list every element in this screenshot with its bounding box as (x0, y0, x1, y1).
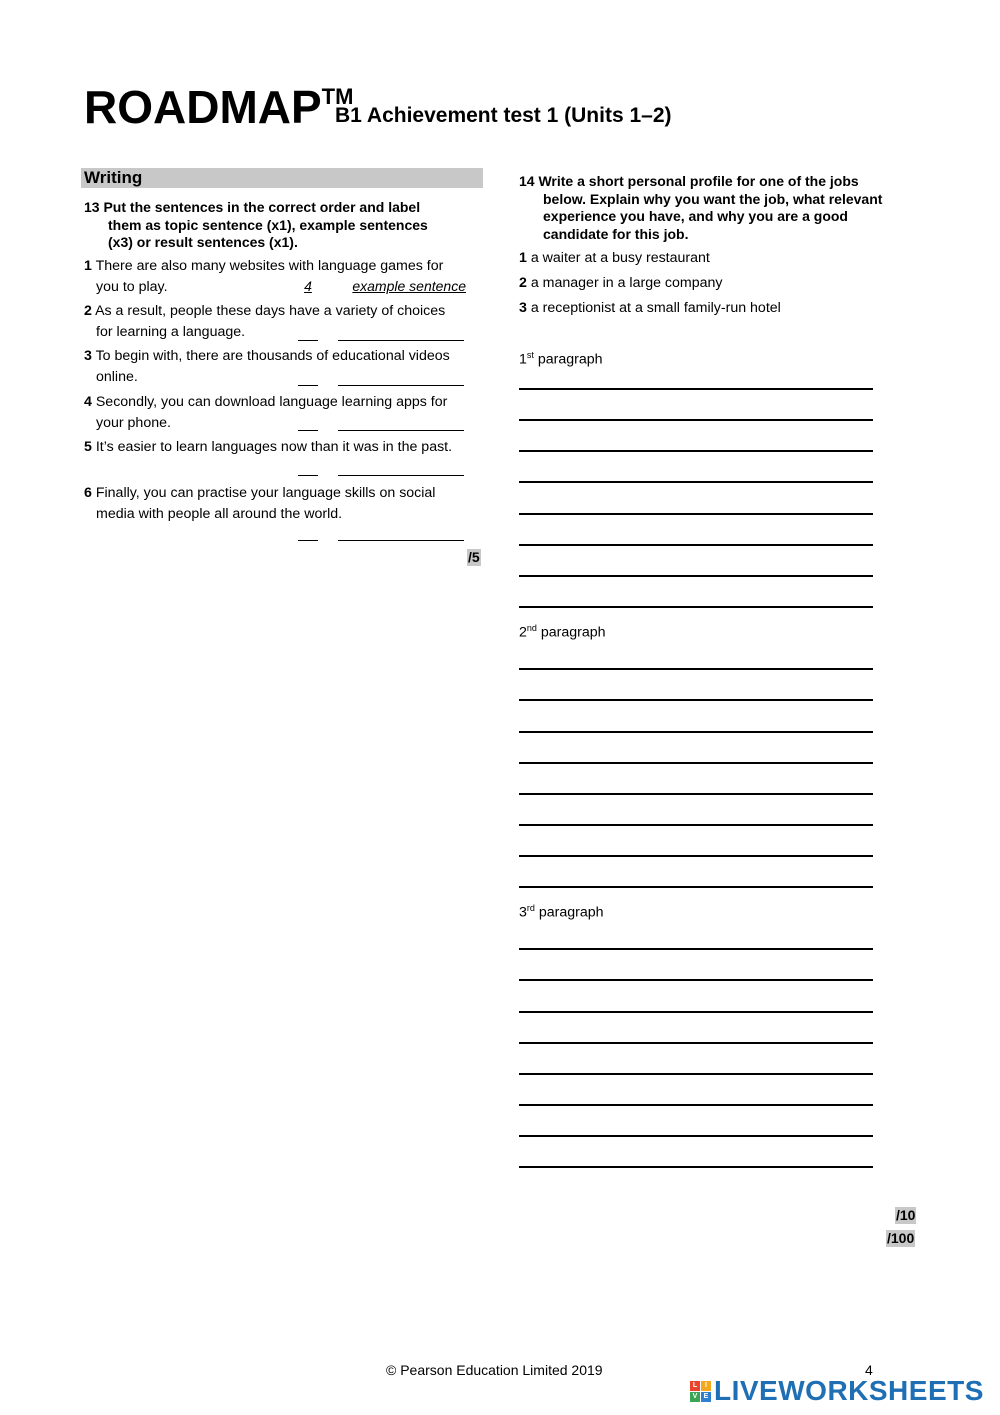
answer-number-field-1[interactable]: 4 (304, 278, 312, 294)
liveworksheets-watermark (690, 1376, 984, 1406)
item-text-line1: There are also many websites with language games for (95, 258, 444, 274)
writing-line[interactable] (519, 793, 873, 795)
q13-item-3 (84, 346, 484, 388)
liveworksheets-wordmark: LIVEWORKSHEETS (714, 1375, 984, 1406)
q13-instruction (84, 199, 484, 252)
paragraph-ordinal: 3 (519, 904, 527, 921)
q14-instruction-line1: Write a short personal profile for one of the jobs (538, 173, 859, 189)
logo-block-v: V (690, 1392, 700, 1402)
brand-logo (84, 81, 354, 133)
item-text-line2: media with people all around the world. (96, 506, 343, 522)
item-text-line1: Finally, you can practise your language skills on social (95, 485, 436, 501)
writing-line[interactable] (519, 699, 873, 701)
answer-label-field-3[interactable] (338, 385, 464, 386)
q14-instruction-line4: candidate for this job. (543, 225, 689, 242)
option-text: a waiter at a busy restaurant (530, 250, 710, 266)
paragraph-ordinal-suffix: nd (526, 623, 537, 633)
item-number: 2 (84, 303, 92, 319)
logo-block-e: E (701, 1392, 711, 1402)
q13-item-4 (84, 392, 484, 434)
answer-label-field-1[interactable]: example sentence (352, 278, 466, 294)
q13-instruction-line1: Put the sentences in the correct order and label (103, 199, 421, 215)
paragraph-ordinal-suffix: st (526, 350, 534, 360)
writing-line[interactable] (519, 419, 873, 421)
q13-instruction-line2: them as topic sentence (x1), example sentences (108, 216, 428, 233)
paragraph-ordinal-suffix: rd (526, 903, 535, 913)
writing-line[interactable] (519, 388, 873, 390)
q14-number: 14 (519, 173, 535, 189)
writing-line[interactable] (519, 544, 873, 546)
paragraph-word: paragraph (537, 351, 603, 368)
writing-line[interactable] (519, 979, 873, 981)
item-text-line2: your phone. (96, 415, 171, 431)
item-number: 5 (84, 439, 92, 455)
brand-name: ROADMAP (84, 81, 322, 133)
item-number: 3 (84, 348, 92, 364)
copyright: © Pearson Education Limited 2019 (386, 1362, 603, 1378)
total-score: /100 (887, 1230, 915, 1246)
answer-number-field-3[interactable] (298, 385, 318, 386)
writing-line[interactable] (519, 481, 873, 483)
item-text-line1: It’s easier to learn languages now than it was in the past. (95, 439, 453, 455)
writing-line[interactable] (519, 606, 873, 608)
writing-line[interactable] (519, 668, 873, 670)
option-number: 1 (519, 250, 527, 266)
answer-label-field-6[interactable] (338, 540, 464, 541)
q14-option-2 (519, 273, 723, 294)
q13-item-2 (84, 301, 484, 343)
item-text-line2: online. (96, 369, 138, 385)
answer-number-field-5[interactable] (298, 475, 318, 476)
answer-label-field-2[interactable] (338, 340, 464, 341)
item-number: 6 (84, 485, 92, 501)
writing-line[interactable] (519, 762, 873, 764)
answer-number-field-2[interactable] (298, 340, 318, 341)
item-text-line1: Secondly, you can download language learning apps for (95, 394, 448, 410)
paragraph-word: paragraph (538, 904, 604, 921)
writing-line[interactable] (519, 1104, 873, 1106)
q14-score: /10 (896, 1207, 916, 1223)
paragraph-word: paragraph (540, 624, 606, 641)
item-number: 1 (84, 258, 92, 274)
answer-number-field-4[interactable] (298, 430, 318, 431)
writing-line[interactable] (519, 1073, 873, 1075)
page-number: 4 (865, 1362, 873, 1378)
trademark: TM (321, 84, 354, 109)
writing-line[interactable] (519, 855, 873, 857)
q13-item-6 (84, 483, 484, 525)
section-header-writing (81, 168, 483, 188)
logo-block-l: L (690, 1381, 700, 1391)
paragraph-ordinal: 2 (519, 624, 527, 641)
liveworksheets-logo-icon (690, 1381, 711, 1402)
q13-item-5 (84, 437, 484, 458)
q13-score: /5 (468, 549, 480, 565)
writing-line[interactable] (519, 1135, 873, 1137)
writing-line[interactable] (519, 575, 873, 577)
answer-label-field-4[interactable] (338, 430, 464, 431)
paragraph-1-label (519, 350, 603, 368)
q13-instruction-line3: (x3) or result sentences (x1). (108, 234, 298, 250)
q14-instruction (519, 173, 929, 243)
item-text-line1: To begin with, there are thousands of educational videos (95, 348, 450, 364)
writing-line[interactable] (519, 1011, 873, 1013)
answer-number-field-6[interactable] (298, 540, 318, 541)
q13-number: 13 (84, 199, 100, 215)
paragraph-ordinal: 1 (519, 351, 527, 368)
q14-instruction-line3: experience you have, and why you are a good (543, 208, 848, 224)
writing-line[interactable] (519, 513, 873, 515)
logo-block-i: I (701, 1381, 711, 1391)
q14-option-3 (519, 298, 781, 319)
writing-line[interactable] (519, 450, 873, 452)
item-text-line2: you to play. (96, 279, 168, 295)
writing-line[interactable] (519, 1042, 873, 1044)
item-number: 4 (84, 394, 92, 410)
option-text: a manager in a large company (530, 275, 723, 291)
item-text-line2: for learning a language. (96, 324, 246, 340)
writing-line[interactable] (519, 824, 873, 826)
option-text: a receptionist at a small family-run hotel (530, 300, 781, 316)
writing-line[interactable] (519, 886, 873, 888)
option-number: 3 (519, 300, 527, 316)
answer-label-field-5[interactable] (338, 475, 464, 476)
q14-instruction-line2: below. Explain why you want the job, what relevant (543, 190, 883, 207)
paragraph-3-label (519, 903, 604, 921)
writing-line[interactable] (519, 731, 873, 733)
section-title: Writing (84, 168, 143, 187)
q14-option-1 (519, 248, 710, 269)
option-number: 2 (519, 275, 527, 291)
item-text-line1: As a result, people these days have a variety of choices (95, 303, 446, 319)
writing-line[interactable] (519, 1166, 873, 1168)
paragraph-2-label (519, 623, 606, 641)
test-title: B1 Achievement test 1 (Units 1–2) (335, 104, 672, 127)
writing-line[interactable] (519, 948, 873, 950)
